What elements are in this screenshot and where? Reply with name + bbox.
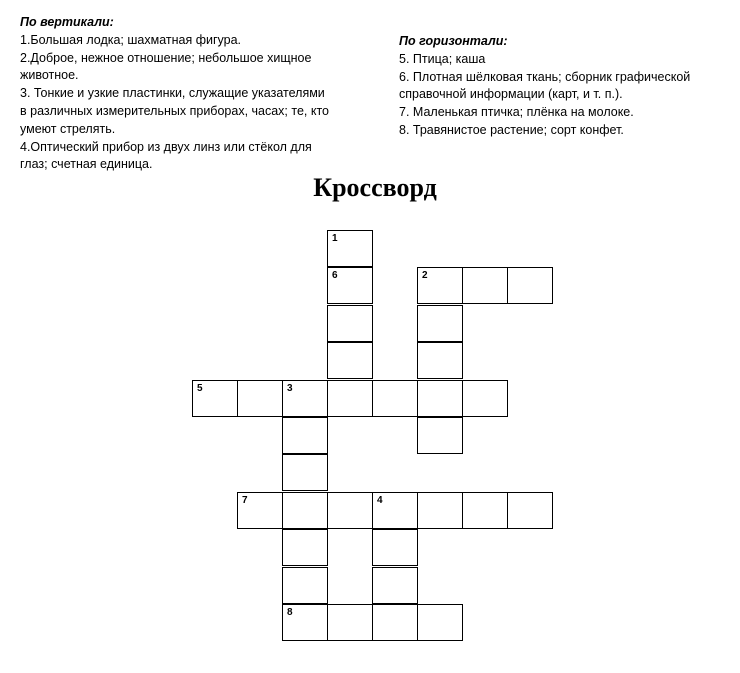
crossword-cell[interactable] (192, 380, 238, 417)
cell-number: 7 (242, 494, 248, 506)
crossword-cell[interactable] (327, 342, 373, 379)
clue-line: 6. Плотная шёлковая ткань; сборник графической (399, 69, 691, 84)
crossword-cell[interactable] (282, 529, 328, 566)
clue-line: животное. (20, 68, 79, 83)
crossword-cell[interactable] (417, 305, 463, 342)
crossword-cell[interactable] (372, 380, 418, 417)
crossword-cell[interactable] (372, 604, 418, 641)
crossword-cell[interactable] (282, 604, 328, 641)
clue-line: 3. Тонкие и узкие пластинки, служащие указателями (20, 86, 325, 101)
crossword-cell[interactable] (282, 380, 328, 417)
clue-line: глаз; счетная единица. (20, 157, 153, 172)
crossword-cell[interactable] (372, 529, 418, 566)
crossword-cell[interactable] (462, 492, 508, 529)
cell-number: 4 (377, 494, 383, 506)
crossword-cell[interactable] (462, 267, 508, 304)
clue-line: 2.Доброе, нежное отношение; небольшое хищное (20, 50, 312, 65)
crossword-cell[interactable] (327, 230, 373, 267)
crossword-cell[interactable] (282, 492, 328, 529)
crossword-cell[interactable] (417, 492, 463, 529)
cell-number: 6 (332, 270, 338, 282)
crossword-cell[interactable] (327, 305, 373, 342)
crossword-cell[interactable] (417, 417, 463, 454)
cell-number: 3 (287, 382, 293, 394)
clue-line: 1.Большая лодка; шахматная фигура. (20, 32, 242, 47)
clues-vertical-heading: По вертикали: (20, 15, 114, 29)
cell-number: 8 (287, 607, 293, 618)
clue-line: умеют стрелять. (20, 121, 116, 136)
crossword-cell[interactable] (462, 380, 508, 417)
crossword-cell[interactable] (237, 492, 283, 529)
crossword-cell[interactable] (417, 380, 463, 417)
cell-number: 2 (422, 270, 428, 282)
clue-line: 8. Травянистое растение; сорт конфет. (399, 122, 624, 137)
crossword-cell[interactable] (327, 380, 373, 417)
crossword-cell[interactable] (327, 492, 373, 529)
clue-line: в различных измерительных приборах, часах; те, кто (20, 103, 330, 118)
crossword-cell[interactable] (417, 267, 463, 304)
crossword-cell[interactable] (372, 567, 418, 604)
clues-horizontal-heading: По горизонтали: (399, 34, 508, 48)
cell-number: 1 (332, 233, 338, 244)
crossword-cell[interactable] (327, 267, 373, 304)
cell-number: 5 (197, 382, 203, 394)
clue-line: справочной информации (карт, и т. п.). (399, 87, 623, 102)
puzzle-title: Кроссворд (313, 173, 437, 202)
crossword-cell[interactable] (282, 454, 328, 491)
crossword-cell[interactable] (282, 417, 328, 454)
crossword-cell[interactable] (507, 492, 553, 529)
clue-line: 4.Оптический прибор из двух линз или стёкол для (20, 139, 312, 154)
crossword-cell[interactable] (237, 380, 283, 417)
crossword-cell[interactable] (282, 567, 328, 604)
crossword-cell[interactable] (372, 492, 418, 529)
crossword-cell[interactable] (417, 342, 463, 379)
crossword-cell[interactable] (507, 267, 553, 304)
clue-line: 5. Птица; каша (399, 51, 486, 66)
clue-line: 7. Маленькая птичка; плёнка на молоке. (399, 105, 634, 120)
crossword-cell[interactable] (417, 604, 463, 641)
crossword-cell[interactable] (327, 604, 373, 641)
